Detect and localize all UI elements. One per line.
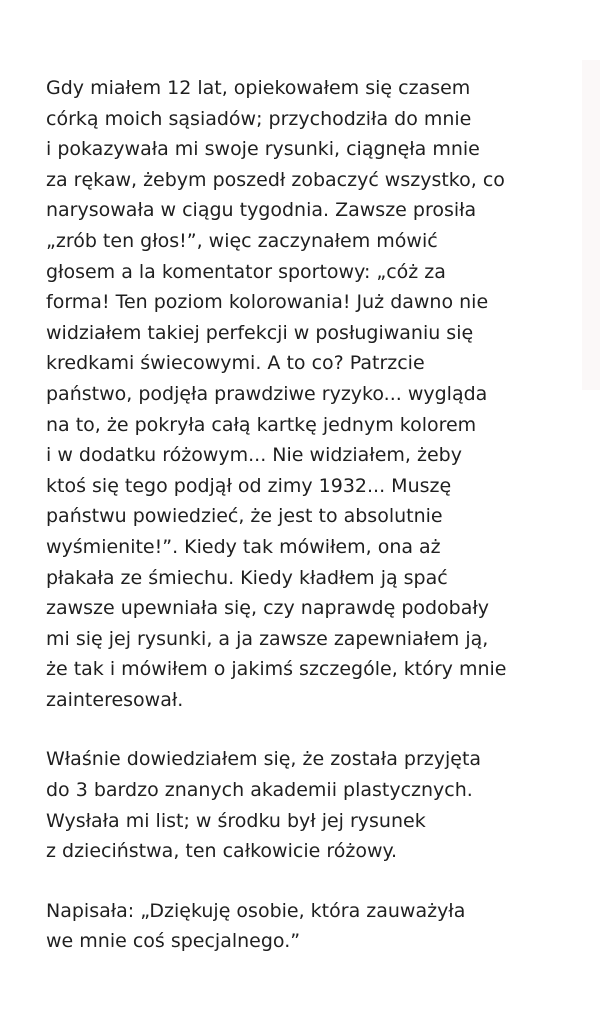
text-line: „zrób ten głos!”, więc zaczynałem mówić bbox=[46, 229, 438, 252]
text-line: zainteresował. bbox=[46, 688, 184, 711]
text-line: że tak i mówiłem o jakimś szczególe, który mnie bbox=[46, 658, 507, 681]
text-line: do 3 bardzo znanych akademii plastycznych. bbox=[46, 779, 473, 802]
text-line: Właśnie dowiedziałem się, że została przyjęta bbox=[46, 748, 482, 771]
story-paragraph-2 bbox=[46, 744, 586, 866]
text-line: na to, że pokryła całą kartkę jednym kolorem bbox=[46, 413, 477, 436]
text-line: państwu powiedzieć, że jest to absolutnie bbox=[46, 505, 443, 528]
text-line: i w dodatku różowym... Nie widziałem, żeby bbox=[46, 444, 462, 467]
text-line: z dzieciństwa, ten całkowicie różowy. bbox=[46, 840, 398, 863]
text-line: Napisała: „Dziękuję osobie, która zauważyła bbox=[46, 899, 466, 922]
text-line: i pokazywała mi swoje rysunki, ciągnęła mnie bbox=[46, 138, 480, 161]
text-line: Gdy miałem 12 lat, opiekowałem się czasem bbox=[46, 77, 471, 99]
text-line: państwo, podjęła prawdziwe ryzyko... wygląda bbox=[46, 382, 488, 405]
story-paragraph-1 bbox=[46, 73, 586, 715]
text-line: za rękaw, żebym poszedł zobaczyć wszystko, co bbox=[46, 168, 505, 191]
text-line: we mnie coś specjalnego.” bbox=[46, 930, 301, 953]
text-line: Wysłała mi list; w środku był jej rysunek bbox=[46, 809, 426, 832]
text-line: płakała ze śmiechu. Kiedy kładłem ją spać bbox=[46, 566, 448, 589]
text-line: narysowała w ciągu tygodnia. Zawsze prosiła bbox=[46, 199, 477, 222]
text-line: mi się jej rysunki, a ja zawsze zapewniałem ją, bbox=[46, 627, 489, 650]
story-paragraph-3 bbox=[46, 896, 586, 957]
text-line: córką moich sąsiadów; przychodziła do mnie bbox=[46, 107, 472, 130]
text-line: ktoś się tego podjął od zimy 1932... Muszę bbox=[46, 474, 452, 497]
text-line: zawsze upewniała się, czy naprawdę podobały bbox=[46, 597, 490, 620]
text-line: widziałem takiej perfekcji w posługiwaniu się bbox=[46, 321, 474, 344]
text-line: wyśmienite!”. Kiedy tak mówiłem, ona aż bbox=[46, 535, 441, 558]
text-line: kredkami świecowymi. A to co? Patrzcie bbox=[46, 352, 425, 375]
story-text bbox=[46, 73, 586, 957]
text-line: głosem a la komentator sportowy: „cóż za bbox=[46, 260, 446, 283]
text-line: forma! Ten poziom kolorowania! Już dawno nie bbox=[46, 291, 489, 314]
